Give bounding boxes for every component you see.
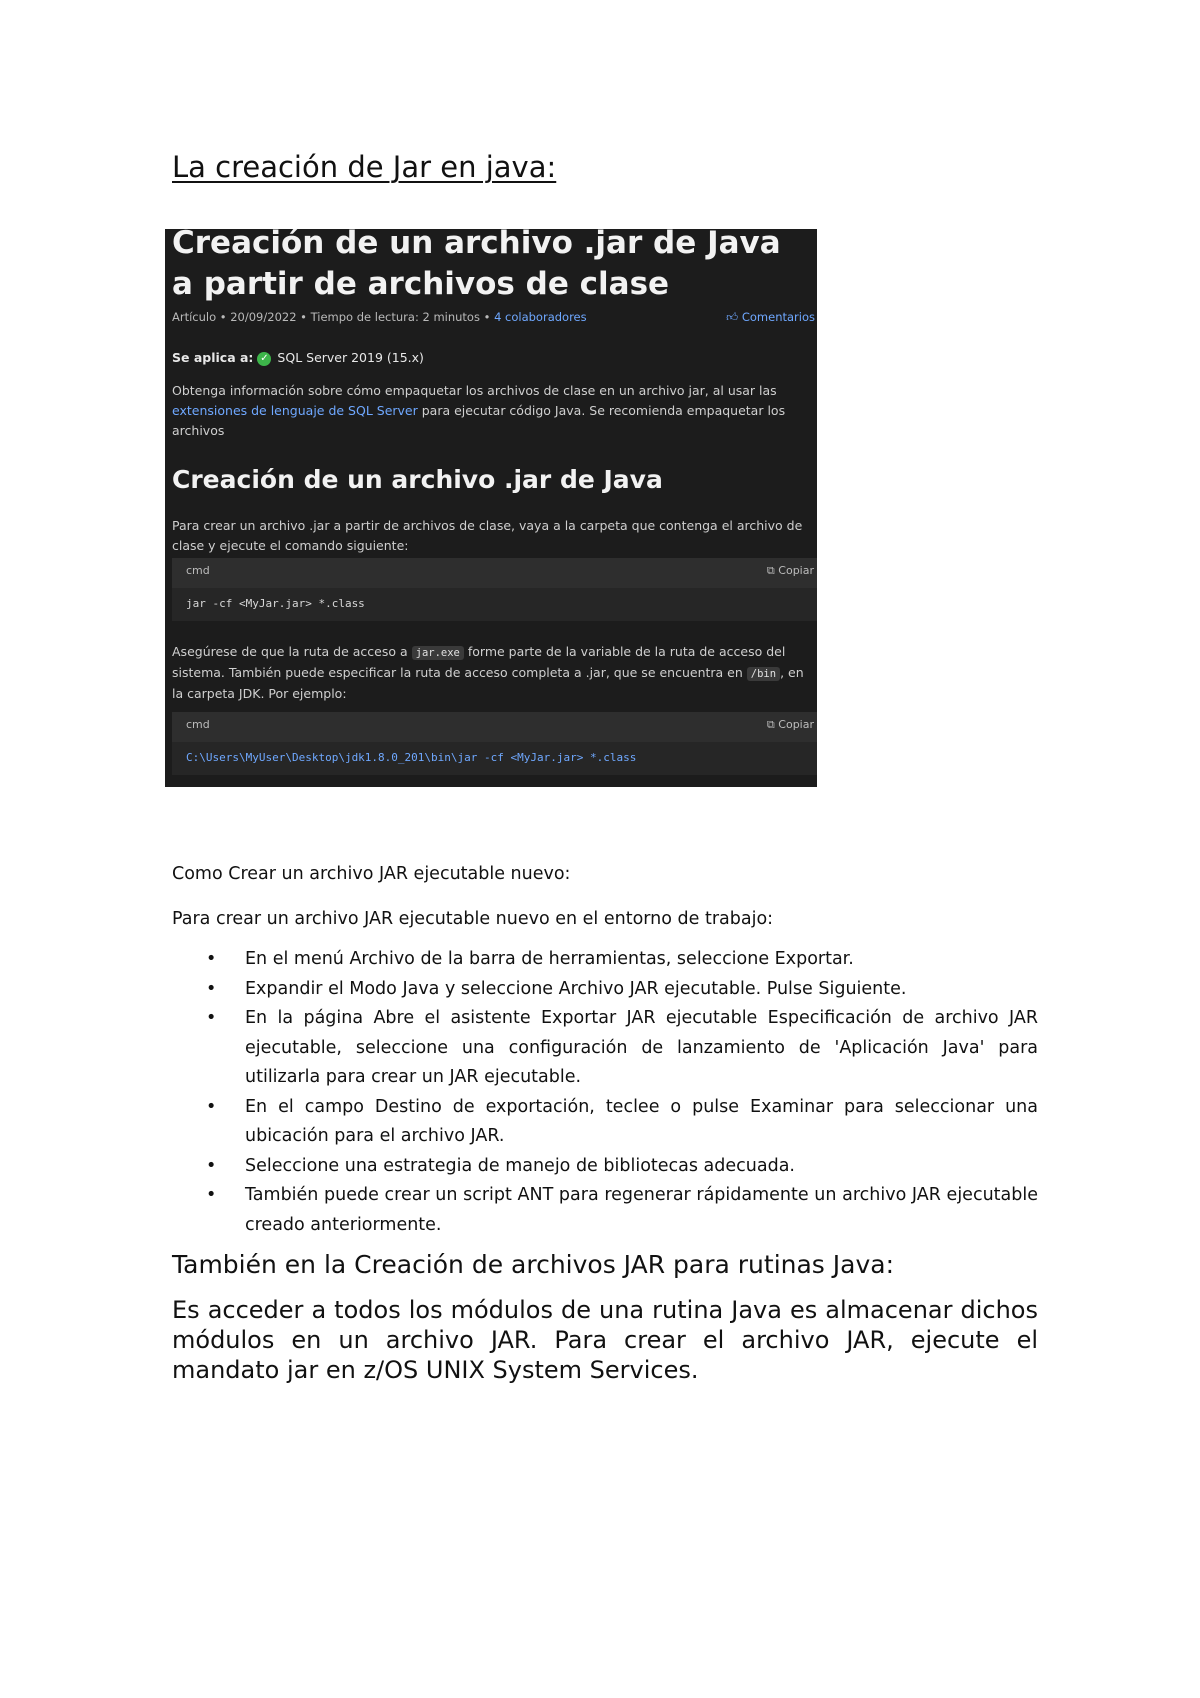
bullet-icon: • <box>206 1155 217 1176</box>
section-1-heading: Como Crear un archivo JAR ejecutable nuevo: <box>172 864 571 884</box>
list-item <box>206 945 1038 975</box>
step-text: En el campo Destino de exportación, teclee o pulse Examinar para seleccionar una ubicación para el archivo JAR. <box>245 1096 1038 1146</box>
bullet-icon: • <box>206 1096 217 1117</box>
step-text: Expandir el Modo Java y seleccione Archivo JAR ejecutable. Pulse Siguiente. <box>245 978 907 999</box>
list-item <box>206 1004 1038 1093</box>
screenshot-article-title: Creación de un archivo .jar de Java a partir de archivos de clase <box>172 229 781 302</box>
steps-list <box>172 945 1038 1240</box>
copy-icon: ⧉ <box>766 718 775 731</box>
list-item <box>206 1152 1038 1182</box>
thumbs-up-icon: 👍︎ <box>726 310 739 324</box>
feedback-link <box>726 310 815 325</box>
code-line <box>172 742 817 775</box>
bullet-icon: • <box>206 978 217 999</box>
copy-label: Copiar <box>778 564 814 577</box>
step-text: Seleccione una estrategia de manejo de bibliotecas adecuada. <box>245 1155 795 1176</box>
list-item <box>206 1181 1038 1240</box>
list-item <box>206 975 1038 1005</box>
list-item <box>206 1093 1038 1152</box>
meta-text: Artículo • 20/09/2022 • Tiempo de lectura: 2 minutos • <box>172 310 495 324</box>
contributors-link: 4 colaboradores <box>494 310 587 324</box>
section-1-intro: Para crear un archivo JAR ejecutable nuevo en el entorno de trabajo: <box>172 909 774 929</box>
page-title: La creación de Jar en java: <box>172 150 557 184</box>
feedback-label: Comentarios <box>741 310 815 324</box>
extensions-link: extensiones de lenguaje de SQL Server <box>172 403 418 418</box>
screenshot-intro <box>172 381 812 441</box>
applies-label: Se aplica a: <box>172 350 254 365</box>
copy-button <box>767 718 814 732</box>
inline-code: jar.exe <box>412 646 464 660</box>
bullet-icon: • <box>206 1008 217 1028</box>
embedded-screenshot <box>165 229 817 787</box>
copy-label: Copiar <box>778 718 814 731</box>
section-2-heading: También en la Creación de archivos JAR para rutinas Java: <box>172 1250 895 1279</box>
step-text: También puede crear un script ANT para regenerar rápidamente un archivo JAR ejecutable creado anteriormente. <box>245 1185 1038 1235</box>
bullet-icon: • <box>206 949 217 969</box>
intro-text: Obtenga información sobre cómo empaquetar los archivos de clase en un archivo jar, al usar las <box>172 383 777 398</box>
copy-button <box>767 564 814 578</box>
code-block-2 <box>172 712 817 775</box>
para3-text-3: , en la carpeta JDK. Por ejemplo: <box>172 665 804 701</box>
screenshot-article-meta <box>172 310 587 324</box>
code-text: C:\Users\MyUser\Desktop\jdk1.8.0_201\bin\jar -cf <MyJar.jar> *.class <box>186 751 637 764</box>
bullet-icon: • <box>206 1185 217 1205</box>
intro-text-2: para ejecutar código Java. Se recomienda empaquetar los archivos <box>172 403 786 438</box>
step-text: En el menú Archivo de la barra de herramientas, seleccione Exportar. <box>245 949 854 969</box>
screenshot-para-3 <box>172 642 812 704</box>
code-block-1 <box>172 558 817 621</box>
copy-icon: ⧉ <box>766 564 775 577</box>
code-lang-label: cmd <box>186 564 210 577</box>
para3-text-2: forme parte de la variable de la ruta de acceso del sistema. También puede especificar la ruta de acceso completa a .jar, que se encuentra en <box>172 644 786 680</box>
step-text: En la página Abre el asistente Exportar JAR ejecutable Especificación de archivo JAR ejecutable, seleccione una configuración de lanzamiento de 'Aplicación Java' para utilizarla para crear un JAR ejecutable. <box>245 1008 1038 1087</box>
screenshot-para-2: Para crear un archivo .jar a partir de archivos de clase, vaya a la carpeta que contenga el archivo de clase y ejecute el comando siguiente: <box>172 518 803 553</box>
inline-code-2: /bin <box>747 667 780 681</box>
applies-product: SQL Server 2019 (15.x) <box>277 350 424 365</box>
code-text: jar -cf <MyJar.jar> *.class <box>186 597 365 610</box>
para3-text: Asegúrese de que la ruta de acceso a <box>172 644 412 659</box>
check-icon: ✓ <box>257 352 271 366</box>
code-line <box>172 588 817 621</box>
code-lang-label: cmd <box>186 718 210 731</box>
applies-to <box>172 350 424 366</box>
section-2-body: Es acceder a todos los módulos de una rutina Java es almacenar dichos módulos en un archivo JAR. Para crear el archivo JAR, ejecute el mandato jar en z/OS UNIX System Services. <box>172 1296 1038 1384</box>
screenshot-section-heading: Creación de un archivo .jar de Java <box>172 465 663 494</box>
